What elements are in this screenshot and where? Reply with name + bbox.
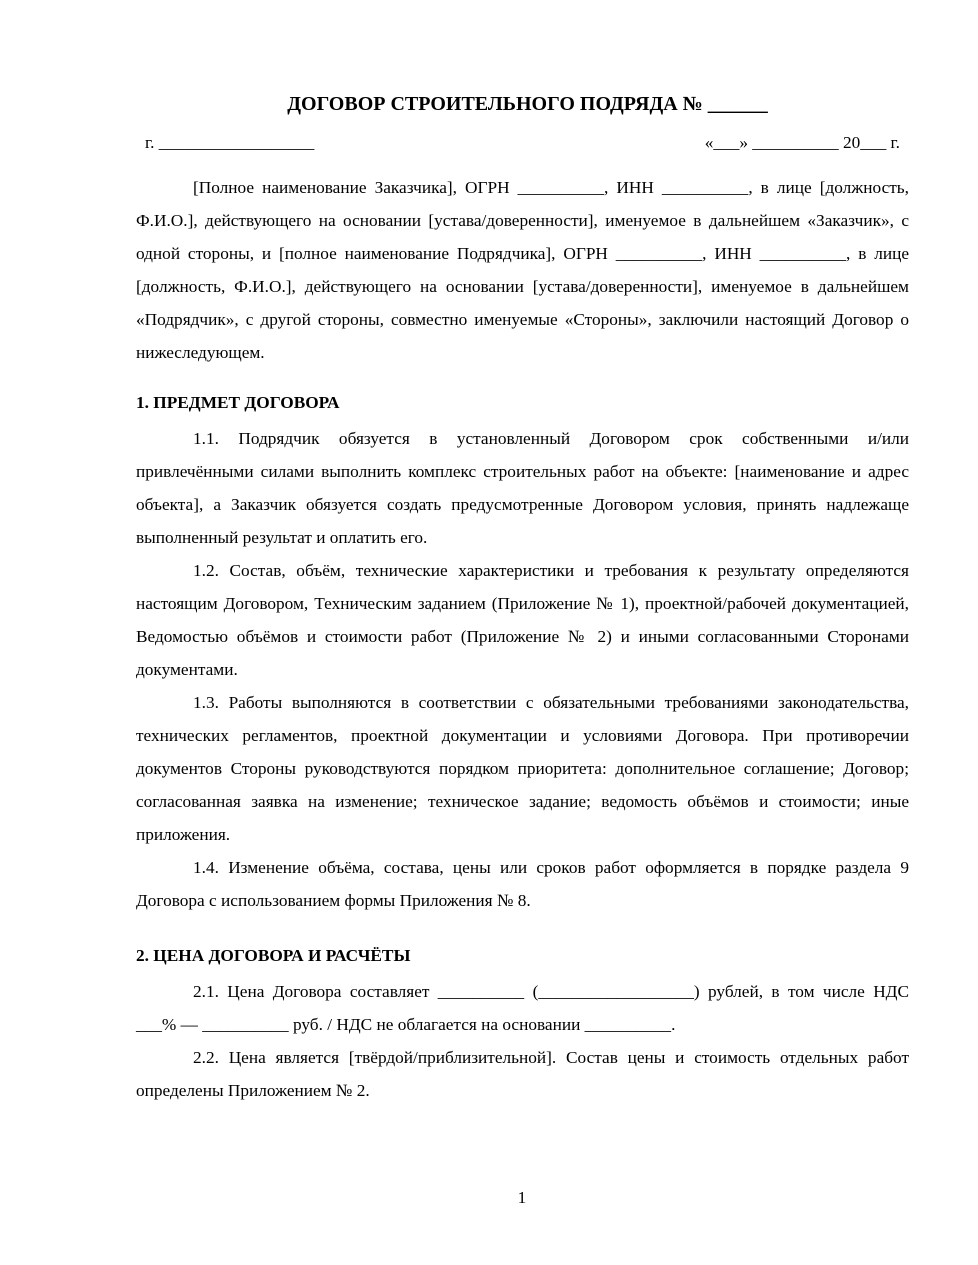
place-date-row <box>136 132 909 154</box>
section-heading-price: 2. ЦЕНА ДОГОВОРА И РАСЧЁТЫ <box>136 946 411 965</box>
document-title: ДОГОВОР СТРОИТЕЛЬНОГО ПОДРЯДА № ______ <box>287 93 768 115</box>
clause-1-4: 1.4. Изменение объёма, состава, цены или сроков работ оформляется в порядке раздела 9 Договора с использованием формы Приложения № 8. <box>136 858 909 910</box>
date-line: «___» __________ 20___ г. <box>704 133 900 152</box>
clause-2-2: 2.2. Цена является [твёрдой/приблизительной]. Состав цены и стоимость отдельных работ определены Приложением № 2. <box>136 1048 909 1100</box>
document-body <box>136 90 909 1107</box>
page-number: 1 <box>517 1188 527 1207</box>
section-heading-subject: 1. ПРЕДМЕТ ДОГОВОРА <box>136 393 340 412</box>
clause-2-1: 2.1. Цена Договора составляет __________ (__________________) рублей, в том числе НДС ___% — __________ руб. / НДС не облагается на основании __________. <box>136 982 909 1034</box>
clause-1-1: 1.1. Подрядчик обязуется в установленный Договором срок собственными и/или привлечёнными силами выполнить комплекс строительных работ на объекте: [наименование и адрес объекта], а Заказчик обязуется создать предусмотренные Договором условия, принять надлежаще выполненный результат и оплатить его. <box>136 429 909 547</box>
city-line: г. __________________ <box>145 133 315 152</box>
clause-1-3: 1.3. Работы выполняются в соответствии с обязательными требованиями законодательства, технических регламентов, проектной документации и условиями Договора. При противоречии документов Стороны руководствуются порядком приоритета: дополнительное соглашение; Договор; согласованная заявка на изменение; техническое задание; ведомость объёмов и стоимости; иные приложения. <box>136 693 909 844</box>
preamble-paragraph: [Полное наименование Заказчика], ОГРН __________, ИНН __________, в лице [должность, Ф.И.О.], действующего на основании [устава/доверенности], именуемое в дальнейшем «Заказчик», с одной стороны, и [полное наименование Подрядчика], ОГРН __________, ИНН __________, в лице [должность, Ф.И.О.], действующего на основании [устава/доверенности], именуемое в дальнейшем «Подрядчик», с другой стороны, совместно именуемые «Стороны», заключили настоящий Договор о нижеследующем. <box>136 178 909 362</box>
clause-1-2: 1.2. Состав, объём, технические характеристики и требования к результату определяются настоящим Договором, Техническим заданием (Приложение № 1), проектной/рабочей документацией, Ведомостью объёмов и стоимости работ (Приложение № 2) и иными согласованными Сторонами документами. <box>136 561 909 679</box>
